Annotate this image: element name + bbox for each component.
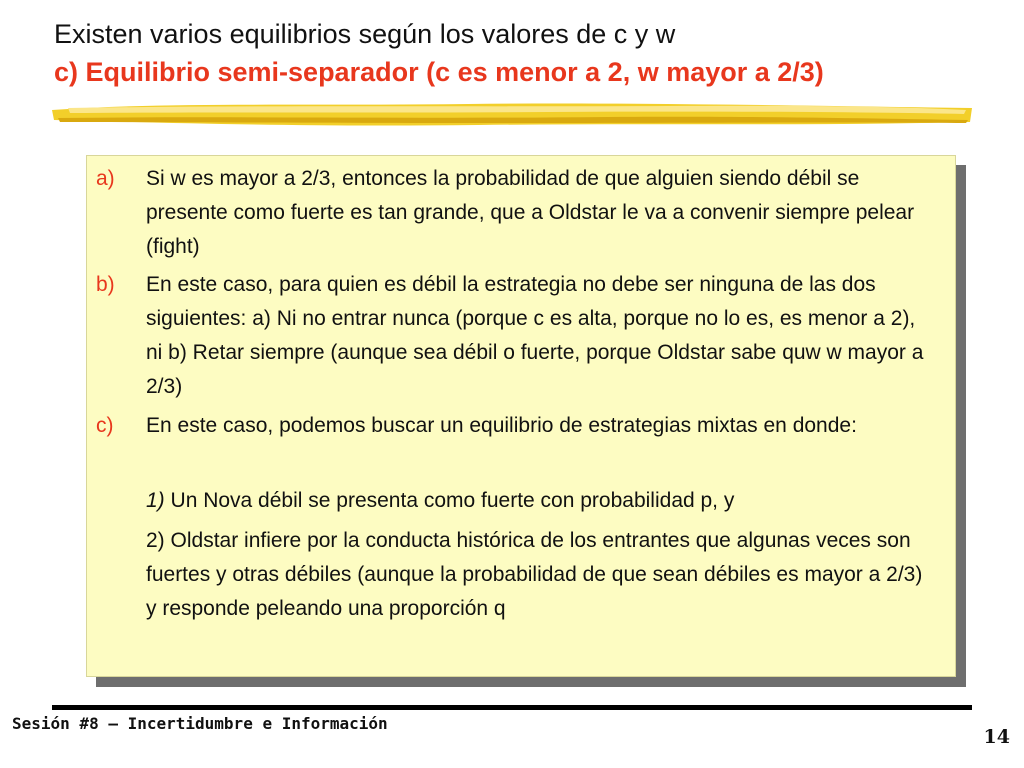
sub-item-number: 1) (146, 489, 165, 512)
slide-title: Existen varios equilibrios según los valores de c y w (54, 19, 676, 49)
list-item-a (96, 162, 936, 264)
sub-item-2 (146, 524, 936, 626)
footer-session-label: Sesión #8 – Incertidumbre e Información (12, 714, 388, 733)
sub-item-number: 2) (146, 529, 165, 552)
list-item-text: Si w es mayor a 2/3, entonces la probabilidad de que alguien siendo débil se presente como fuerte es tan grande, que a Oldstar le va a convenir siempre pelear (fight) (146, 167, 915, 258)
list-marker: c) (96, 414, 114, 437)
brush-stroke-divider (48, 96, 976, 132)
list-item-text: En este caso, para quien es débil la estrategia no debe ser ninguna de las dos siguientes: a) Ni no entrar nunca (porque c es alta, porque no lo es, es menor a 2), ni b) Retar siempre (aunque sea débil o fuerte, porque Oldstar sabe quw w mayor a 2/3) (146, 273, 924, 398)
slide-subtitle: c) Equilibrio semi-separador (c es menor a 2, w mayor a 2/3) (54, 57, 824, 87)
footer-divider (52, 705, 972, 710)
page-number: 14 (983, 726, 1010, 748)
sub-item-text: Un Nova débil se presenta como fuerte con probabilidad p, y (164, 489, 735, 512)
sub-item-1 (146, 484, 936, 518)
list-item-text: En este caso, podemos buscar un equilibrio de estrategias mixtas en donde: (146, 414, 857, 437)
list-item-b (96, 268, 936, 404)
list-marker: b) (96, 273, 115, 296)
list-item-c (96, 409, 936, 443)
sub-item-text: Oldstar infiere por la conducta histórica de los entrantes que algunas veces son fuertes y otras débiles (aunque la probabilidad de que sean débiles es mayor a 2/3) y responde peleando una proporción q (146, 529, 923, 620)
list-marker: a) (96, 167, 115, 190)
